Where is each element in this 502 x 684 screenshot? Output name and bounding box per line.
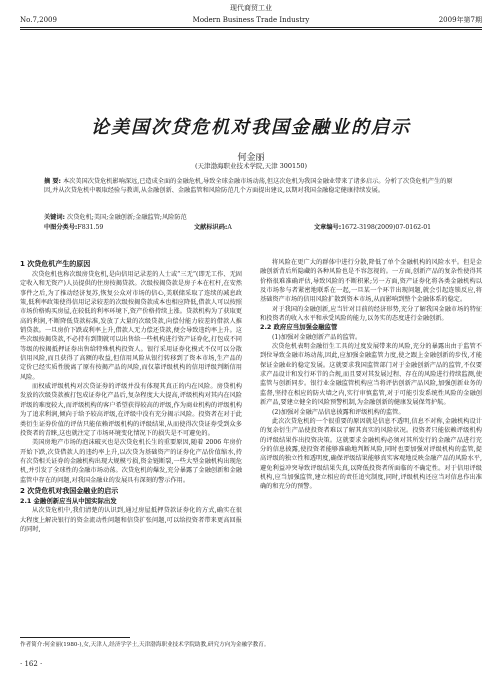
keywords [44, 213, 458, 222]
article-number [314, 223, 431, 232]
paragraph: 此次次贷危机的一个很重要的原因就是信息不透明,信息不对称,金融机构设计的复杂衍生产品使投资者难以了解其真实的风险状况。投资者只能依赖评级机构的评级结果作出投资决策。这就要求金融机构必须对其所发行的金融产品进行充分的信息披露,使投资者能够准确地判断风险,同时也要加强对评级机构的监管,提高评级的独立性和透明度,确保评级结果能够真实客观地反映金融产品的风险水平,避免利益冲突导致评级结果失真,以降低投资者所面临的不确定性。对于信用评级机构,应当加强监管,建立相应的责任追究制度,同时,评级机构还应当对信息作出准确的和充分的预警。 [260, 417, 482, 491]
page-number: · 162 · [20, 660, 43, 668]
paragraph: 次贷危机表明金融衍生工具的过度发展带来的风险,充分的暴露出由于监管不到位导致金融市场动荡,因此,应加强金融监管力度,使之跟上金融创新的步伐,才能保证金融业的稳定发展。这就要求我国监管部门对于金融创新产品的监管,不仅要求产品设计和发行环节的合规,而且要对其发展过程、存在的风险进行持续监测,使监管与创新同步。银行业金融监管机构应当将评估创新产品风险,加强创新业务的监督,坚持在相应的防火墙之内,实行审慎监管,对于可能引发系统性风险的金融创新产品,要建立健全的风险预警机制,为金融创新的健康发展保驾护航。 [260, 343, 482, 407]
author-name: 何金丽 [237, 153, 265, 163]
body-column-right [260, 258, 482, 492]
paragraph: 而权威评级机构对次贷证券的评级并没有体现其真正的内在风险。房贷机构发放的次级贷款被打包成证券化产品后,复杂程度大大提高,评级机构对其内在风险评级的难度较大,而评级机构的客户希望获得较高的评级,作为商业机构的评级机构为了追求利润,倾向于给予较高评级,在评级中没有充分揭示风险。投资者在对于此类衍生证券价值的评估只能依赖评级机构的评级结果,从而使得次贷证券受到众多投资者的青睐,这也就注定了市场环境变化情况下的损失是不可避免的。 [20, 383, 242, 437]
paragraph: 将风险在更广大的群体中进行分散,降低了单个金融机构的风险水平。但是金融创新背后所隐藏的各种风险也是不容忽视的。一方面,创新产品的复杂性使得其价格很难准确评估,导致风险的不断积累;另一方面,资产证券化将各类金融机构以及市场参与者紧密地联系在一起,一旦某一个环节出现问题,就会引起连锁反应,将基础资产市场的信用风险扩散到资本市场,从而影响到整个金融体系的稳定。 [260, 259, 482, 304]
paragraph: 美国房地产市场的泡沫破灭也是次贷危机长生的重要原因,随着 2006 年房价开始下跌,次贷借款人的违约率上升,以次贷为基础资产的证券化产品价值缩水,持有次贷相关证券的金融机构出现大规模亏损,资金链断裂,一些大型金融机构出现危机,并引发了全球性的金融市场动荡。次贷危机的爆发,充分暴露了金融创新和金融监管中存在的问题,对我国金融业的发展具有深刻的警示作用。 [20, 439, 242, 484]
classification [44, 223, 103, 232]
issue-right: 2009年第7期 [438, 16, 482, 24]
footnote-rule [20, 637, 130, 638]
abstract-label: 摘 要: [44, 178, 62, 185]
abstract [44, 177, 458, 195]
paragraph: 从次贷危机中,我们清楚的认识到,通过房屋抵押贷款证券化的方式,确实在很大程度上解决银行的资金流动性问题和信贷扩张问题,可以给投资者带来更高回报的同时, [20, 507, 242, 533]
author-affiliation: (天津渤海职业技术学院,天津 300150) [194, 162, 308, 170]
section-heading: 2 次贷危机对我国金融业的启示 [20, 486, 119, 495]
section-heading: 1 次贷危机产生的原因 [20, 260, 91, 268]
section-heading: 2.2 政府应当加强金融监管 [260, 323, 338, 332]
journal-name-cn: 现代商贸工业 [230, 4, 272, 12]
issue-left: No.7,2009 [20, 16, 57, 24]
paragraph: 次贷危机也称次级房贷危机,是向信用记录差的人士或“三无”(即无工作、无固定收入和无资产)人员提供的住房按揭贷款。次级按揭贷款是房子本在杠杆,在安然事件之后,为了推动经济复苏,恢复公众对市场的信心,美联储采取了连续的减息政策,低利率政策使得信用记录较差的次级按揭贷款成本也相应降低,借款人可以按照市场价格购买房屋,在较低的利率环境下,资产价格持续上涨。贷款机构为了获取更高的利润,不断降低贷款标准,发放了大量的次级贷款,向偿付能力较差的借款人推销贷款。一旦房价下跌或利率上升,借款人无力偿还贷款,便会导致违约率上升。这些次级按揭贷款,不必持有到期就可以出售给一些机构进行资产证券化,打包成不同等级的按揭抵押证券出售给特殊机构投资人。银行采用证券化模式不仅可以分散信用风险,而且获得了高额的收益,但信用风险从银行转移到了资本市场,生产品的定价已经实质性脱离了原有按揭产品的风险,而仅靠评级机构的信用评级判断信用风险。 [20, 271, 242, 381]
doc-code-value: A [227, 224, 232, 231]
classification-row [44, 223, 458, 232]
article-title: 论美国次贷危机对我国金融业的启示 [91, 117, 411, 138]
section-heading: (2)加强对金融产品信息披露和评级机构的监管。 [272, 408, 405, 416]
section-heading: 2.1 金融创新应当从中国实际出发 [20, 496, 117, 505]
classification-code: F831.59 [77, 224, 104, 231]
header-rule-bottom [20, 29, 482, 30]
paragraph: 对于我国的金融创新,应当针对目前的经济形势,充分了解我国金融市场的特征和投资者的收入水平和承受风险的能力,以务实的态度进行金融创新。 [260, 305, 482, 323]
classification-label: 中图分类号: [44, 224, 78, 231]
body-column-left [20, 258, 242, 534]
article-no-value: 1672-3198(2009)07-0162-01 [341, 224, 432, 231]
running-header [20, 15, 482, 25]
keywords-label: 关键词: [44, 214, 66, 221]
author-footnote: 作者简介:何金丽(1980-),女,天津人,经济学学士,天津渤海职业技术学院助教,研究方向为金融学教育。 [20, 642, 270, 648]
document-code [194, 223, 232, 232]
keywords-text: 次贷危机;美国;金融创新;金融监管;风险防范 [67, 214, 187, 221]
doc-code-label: 文献标识码: [194, 224, 228, 231]
header-rule-top [20, 27, 482, 28]
journal-name-en: Modern Business Trade Industry [192, 16, 310, 24]
abstract-text: 本次美国次贷危机影响深远,已造成全面的金融危机,导致全球金融市场动荡,但这次危机为我国金融业带来了诸多启示。分析了次贷危机产生的原因,并从次贷危机中吸取经验与教训,从金融创新、金融监管和风险防范几个方面提出建议,以期对我国金融稳定健康持续发展。 [44, 178, 453, 194]
article-no-label: 文章编号: [314, 224, 342, 231]
section-heading: (1)加强对金融创新产品的监管。 [272, 333, 362, 341]
